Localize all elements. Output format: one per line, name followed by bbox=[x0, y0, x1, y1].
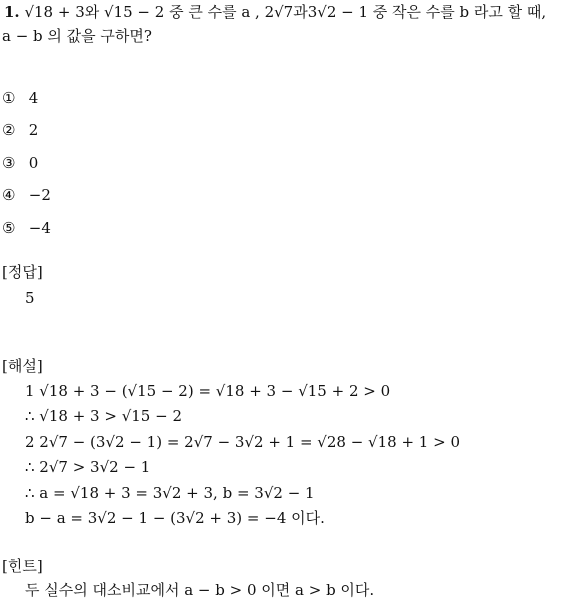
choice-5[interactable] bbox=[2, 218, 51, 238]
choice-3-value: 0 bbox=[28, 154, 39, 172]
question-line-1 bbox=[4, 2, 546, 22]
answer-value: 5 bbox=[25, 289, 35, 307]
answer-label: [정답] bbox=[2, 263, 43, 281]
choice-5-value: −4 bbox=[28, 219, 51, 237]
explanation-line-4: ∴ 2√7 > 3√2 − 1 bbox=[25, 458, 151, 476]
hint-label: [힌트] bbox=[2, 557, 43, 575]
explanation-line-1: 1 √18 + 3 − (√15 − 2) = √18 + 3 − √15 + 2 > 0 bbox=[25, 382, 391, 400]
choice-4[interactable] bbox=[2, 185, 51, 205]
explanation-line-5: ∴ a = √18 + 3 = 3√2 + 3, b = 3√2 − 1 bbox=[25, 484, 315, 502]
choice-2[interactable] bbox=[2, 120, 38, 140]
choice-4-value: −2 bbox=[28, 186, 51, 204]
explanation-line-6: b − a = 3√2 − 1 − (3√2 + 3) = −4 이다. bbox=[25, 509, 325, 527]
choice-1[interactable] bbox=[2, 88, 38, 108]
choice-3[interactable] bbox=[2, 153, 38, 173]
choice-1-mark: ① bbox=[2, 89, 16, 107]
choice-2-mark: ② bbox=[2, 121, 16, 139]
choice-4-mark: ④ bbox=[2, 186, 16, 204]
explanation-line-3: 2 2√7 − (3√2 − 1) = 2√7 − 3√2 + 1 = √28 − √18 + 1 > 0 bbox=[25, 433, 460, 451]
hint-text: 두 실수의 대소비교에서 a − b > 0 이면 a > b 이다. bbox=[25, 581, 375, 599]
explanation-line-2: ∴ √18 + 3 > √15 − 2 bbox=[25, 407, 183, 425]
question-line-2 bbox=[2, 26, 152, 46]
question-text-2: a − b 의 값을 구하면? bbox=[2, 27, 152, 45]
choice-3-mark: ③ bbox=[2, 154, 16, 172]
choice-5-mark: ⑤ bbox=[2, 219, 16, 237]
explanation-label: [해설] bbox=[2, 357, 43, 375]
choice-2-value: 2 bbox=[28, 121, 39, 139]
choice-1-value: 4 bbox=[28, 89, 39, 107]
question-number: 1. bbox=[4, 3, 20, 21]
question-text-1: √18 + 3와 √15 − 2 중 큰 수를 a , 2√7과3√2 − 1 중 작은 수를 b 라고 할 때, bbox=[24, 3, 547, 21]
